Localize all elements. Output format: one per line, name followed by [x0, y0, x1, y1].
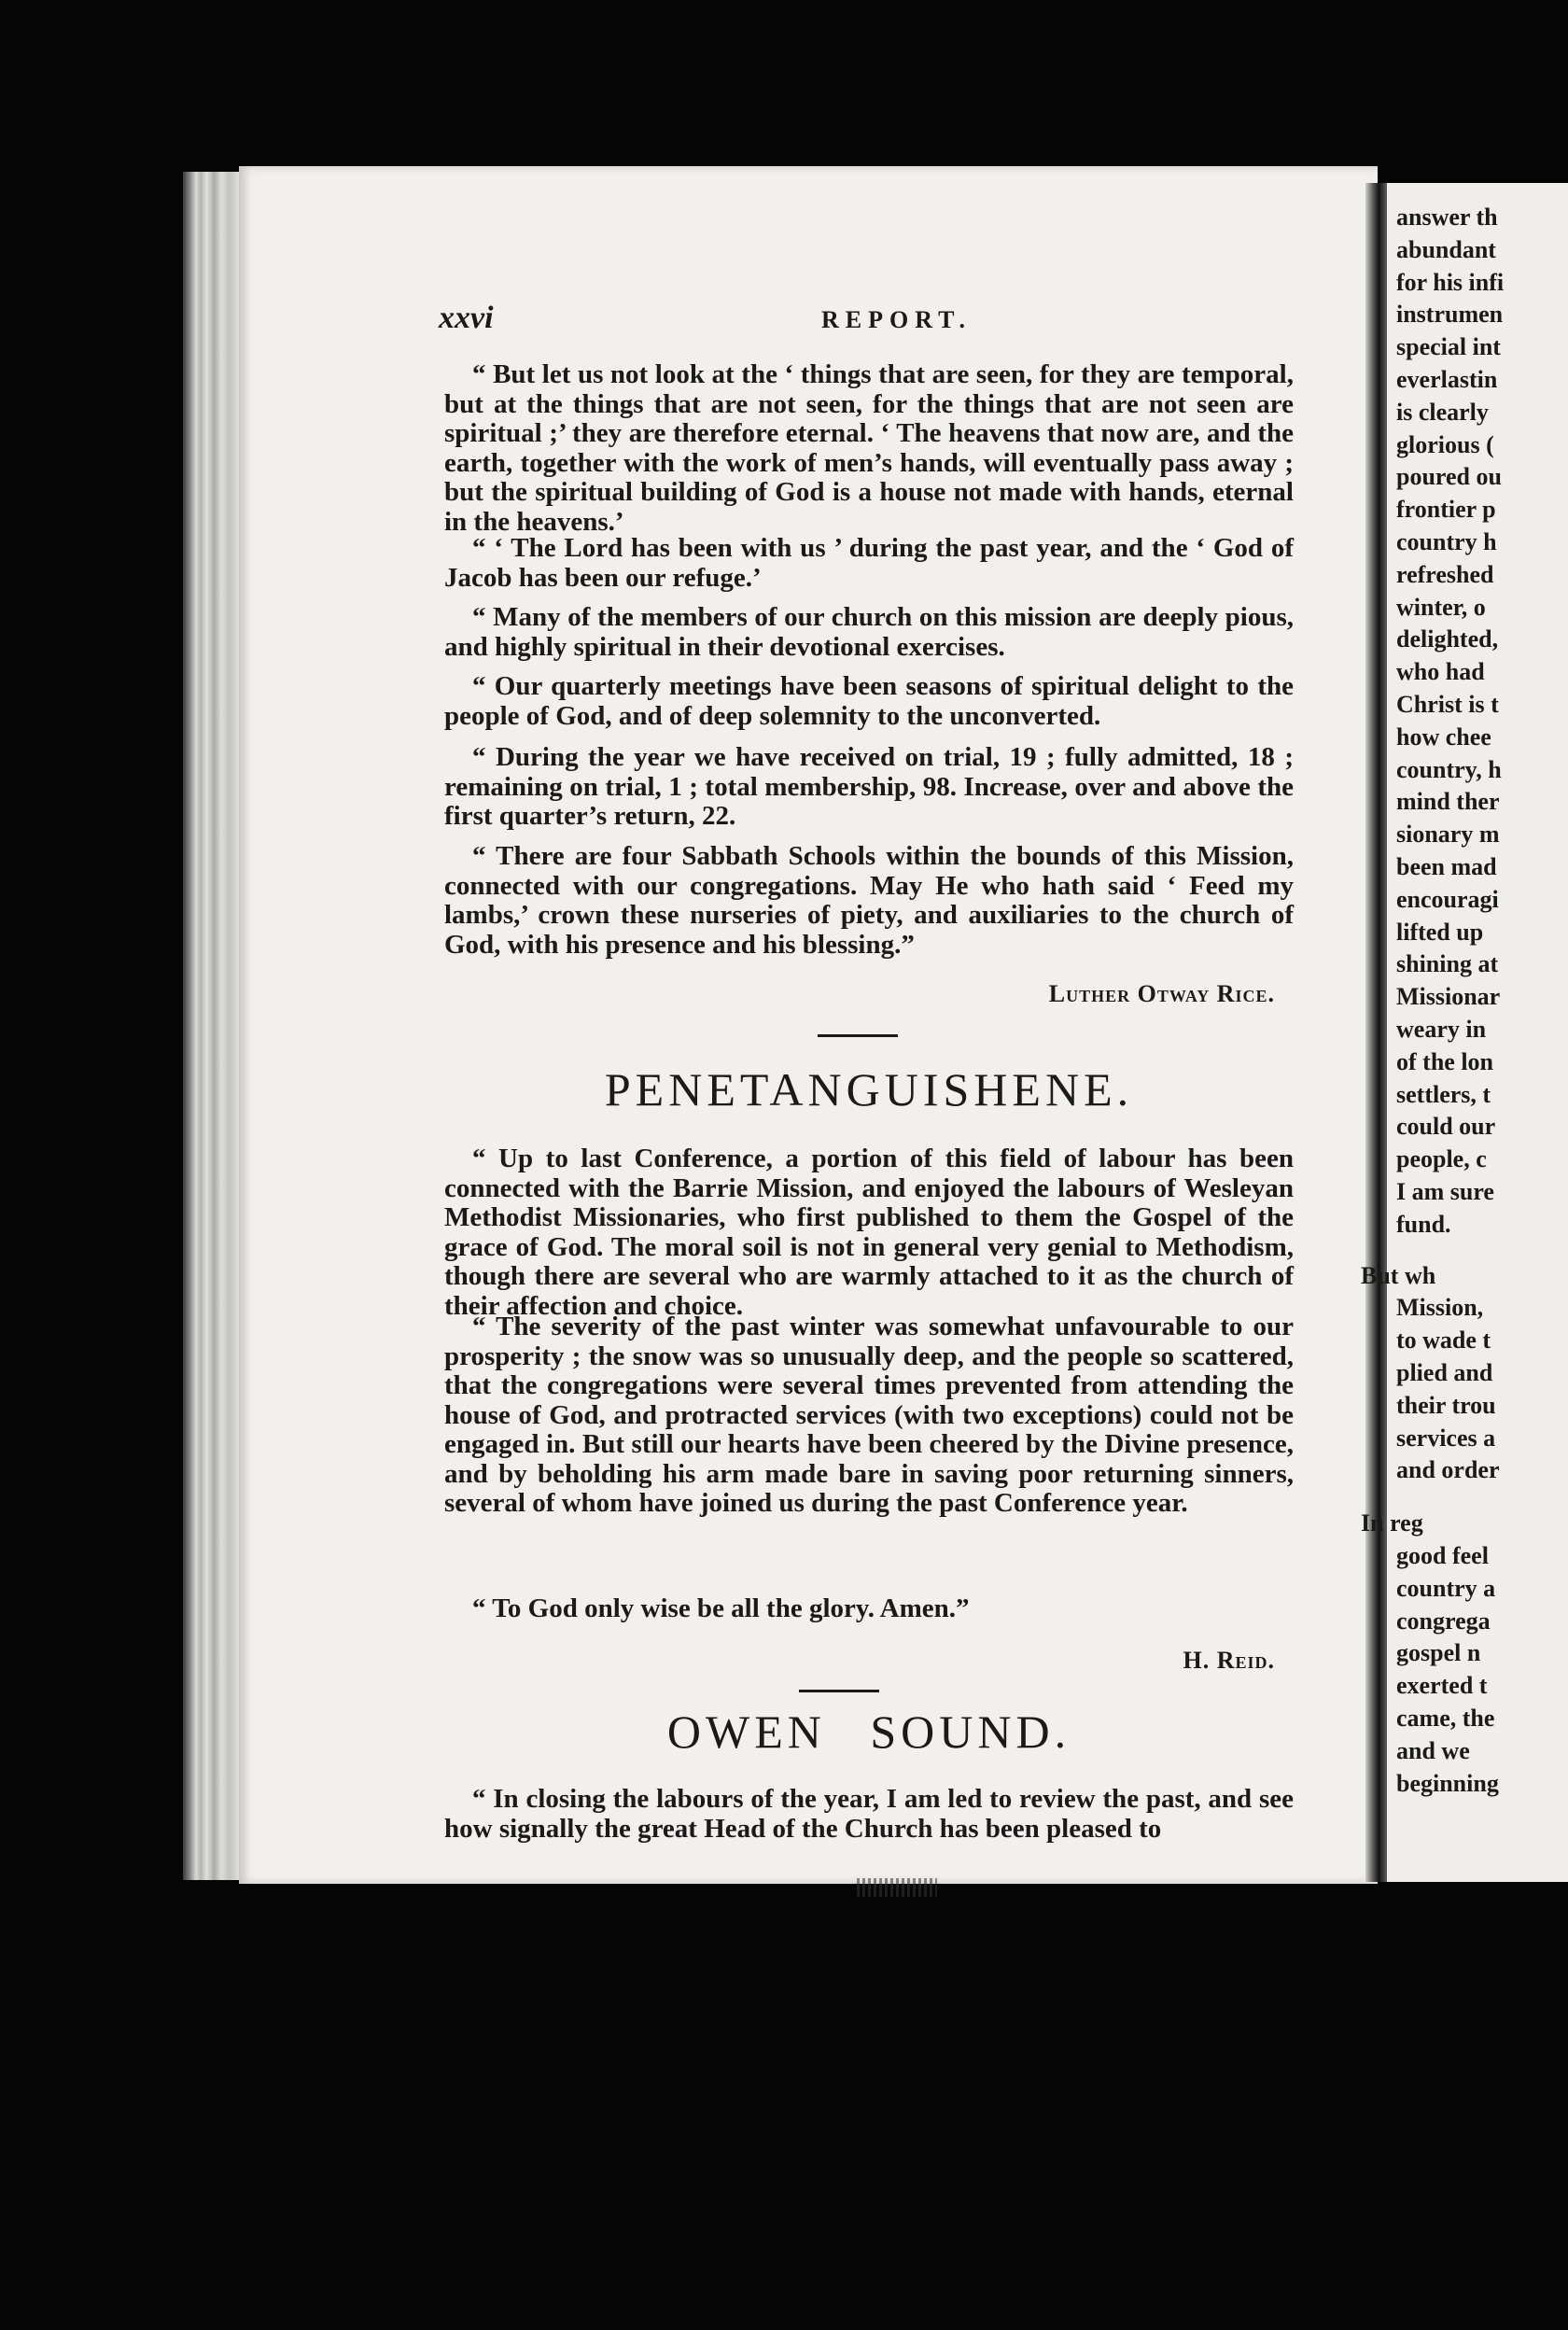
section-divider	[799, 1690, 879, 1692]
paragraph: “ In closing the labours of the year, I am led to review the past, and see how signally the great Head of the Church has been pleased to	[444, 1784, 1294, 1844]
facing-page-line: good feel	[1396, 1542, 1489, 1569]
facing-page-line: lifted up	[1396, 918, 1484, 946]
facing-page-line: frontier p	[1396, 496, 1496, 524]
facing-page-line: weary in	[1396, 1016, 1487, 1043]
facing-page-line: special int	[1396, 333, 1501, 361]
facing-page-line: glorious (	[1396, 430, 1494, 458]
facing-page-line: gospel n	[1396, 1639, 1481, 1667]
facing-page-line: of the lon	[1396, 1047, 1493, 1075]
facing-page-line: who had	[1396, 658, 1485, 686]
facing-page-line: poured ou	[1396, 463, 1502, 491]
paragraph: “ During the year we have received on trial, 19 ; fully admitted, 18 ; remaining on trial, 1 ; total membership, 98. Increase, over and above the first quarter’s return, 22.	[444, 742, 1294, 831]
facing-page-line: plied and	[1396, 1359, 1493, 1386]
facing-page-line: country a	[1396, 1574, 1496, 1602]
running-title: REPORT.	[821, 306, 972, 333]
facing-page-line: country h	[1396, 528, 1497, 555]
facing-page-line: everlastin	[1396, 366, 1498, 393]
facing-page-line: how chee	[1396, 723, 1491, 751]
facing-page-line: Christ is t	[1396, 691, 1499, 718]
facing-page-line: exerted t	[1396, 1672, 1488, 1700]
facing-page-line: country, h	[1396, 755, 1502, 783]
paragraph: “ Up to last Conference, a portion of this field of labour has been connected with the Barrie Mission, and enjoyed the labours of Wesleyan Methodist Missionaries, who first published to them the Gospel of the grace of God. The moral soil is not in general very genial to Methodism, though there are several who are warmly attached to it as the church of their affection and choice.	[444, 1144, 1294, 1321]
facing-page-line: refreshed	[1396, 560, 1494, 588]
section-divider	[818, 1034, 898, 1037]
paragraph: “ Our quarterly meetings have been seasons of spiritual delight to the people of God, and of deep solemnity to the unconverted.	[444, 671, 1294, 731]
facing-page-line: people, c	[1396, 1145, 1487, 1173]
facing-page-line: abundant	[1396, 235, 1496, 263]
facing-page-line: winter, o	[1396, 593, 1486, 621]
signature-rice: Luther Otway Rice.	[1048, 980, 1275, 1007]
facing-page-line: services a	[1396, 1424, 1496, 1452]
paragraph: “ But let us not look at the ‘ things that are seen, for they are temporal, but at the things that are not seen, for the things that are not seen are spiritual ;’ they are therefore eternal. ‘ The heavens that now are, and the earth, together with the work of men’s hands, will eventually pass away ; but the spiritual building of God is a house not made with hands, eternal in the heavens.’	[444, 359, 1294, 537]
facing-page-line: I am sure	[1396, 1178, 1494, 1205]
page-gutter	[1365, 183, 1388, 1882]
facing-page-line: instrumen	[1396, 301, 1504, 329]
facing-page-line: for his infi	[1396, 268, 1505, 296]
facing-page-line: congrega	[1396, 1607, 1491, 1635]
facing-page-line: encouragi	[1396, 885, 1499, 913]
facing-page-line: is clearly	[1396, 398, 1489, 426]
report-body	[444, 0, 1294, 2330]
page-number: xxvi	[439, 301, 494, 335]
facing-page-line: and we	[1396, 1736, 1470, 1764]
facing-page-line: their trou	[1396, 1391, 1496, 1419]
facing-page-line: delighted,	[1396, 625, 1499, 653]
facing-page-line: beginning	[1396, 1769, 1499, 1797]
facing-page-line: settlers, t	[1396, 1080, 1491, 1108]
facing-page-line: shining at	[1396, 950, 1499, 978]
facing-page-line: and order	[1396, 1456, 1500, 1484]
facing-page-line: Mission,	[1396, 1294, 1484, 1322]
paragraph: “ To God only wise be all the glory. Amen.”	[472, 1593, 970, 1623]
facing-page	[1361, 183, 1568, 1882]
facing-page-line: fund.	[1396, 1210, 1451, 1238]
paragraph: “ The severity of the past winter was somewhat unfavourable to our prosperity ; the snow was so unusually deep, and the people so scattered, that the congregations were several times prevented from attending the house of God, and protracted services (with two exceptions) could not be engaged in. But still our hearts have been cheered by the Divine presence, and by beholding his arm made bare in saving poor returning sinners, several of whom have joined us during the past Conference year.	[444, 1312, 1294, 1518]
facing-page-line: to wade t	[1396, 1326, 1491, 1354]
paragraph: “ There are four Sabbath Schools within the bounds of this Mission, connected with our congregations. May He who hath said ‘ Feed my lambs,’ crown these nurseries of piety, and auxiliaries to the church of God, with his presence and his blessing.”	[444, 841, 1294, 960]
book-spine-edge	[183, 172, 243, 1880]
facing-page-line: came, the	[1396, 1705, 1495, 1732]
facing-page-line: mind ther	[1396, 788, 1500, 816]
facing-page-line: Missionar	[1396, 983, 1501, 1011]
facing-page-line: answer th	[1396, 204, 1498, 231]
facing-page-line: sionary m	[1396, 821, 1500, 849]
signature-reid: H. Reid.	[1183, 1647, 1275, 1674]
facing-page-line: been mad	[1396, 853, 1497, 880]
facing-page-line: But wh	[1361, 1261, 1436, 1289]
facing-page-line: In reg	[1361, 1509, 1423, 1537]
paragraph: “ Many of the members of our church on this mission are deeply pious, and highly spiritual in their devotional exercises.	[444, 602, 1294, 662]
section-heading-owen-sound: OWEN SOUND.	[666, 1705, 1071, 1758]
section-heading-penetanguishene: PENETANGUISHENE.	[604, 1063, 1134, 1116]
facing-page-line: could our	[1396, 1113, 1496, 1141]
page-ornament	[857, 1878, 937, 1897]
paragraph: “ ‘ The Lord has been with us ’ during the past year, and the ‘ God of Jacob has been our refuge.’	[444, 533, 1294, 593]
